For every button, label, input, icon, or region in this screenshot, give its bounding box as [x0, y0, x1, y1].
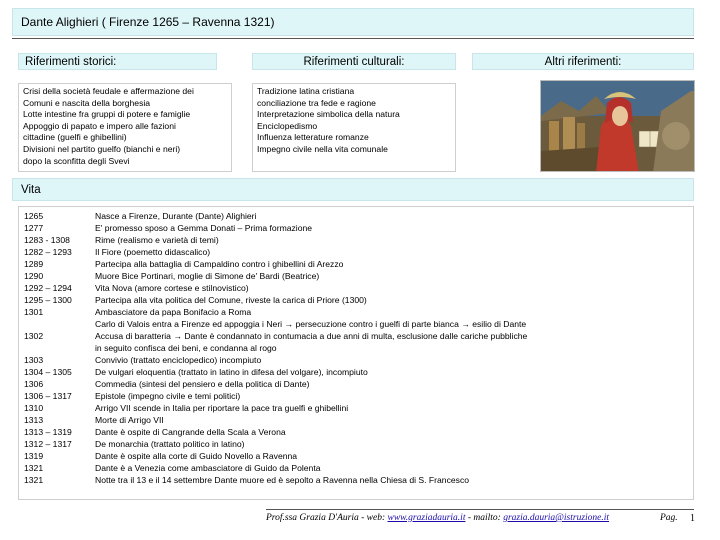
timeline-year: 1319 [24, 451, 44, 461]
timeline-year: 1303 [24, 355, 44, 365]
timeline-event: Muore Bice Portinari, moglie di Simone de' Bardi (Beatrice) [95, 271, 320, 281]
timeline-event: Partecipa alla vita politica del Comune, riveste la carica di Priore (1300) [95, 295, 367, 305]
timeline-year: 1321 [24, 475, 44, 485]
timeline-event: Il Fiore (poemetto didascalico) [95, 247, 211, 257]
timeline-year: 1312 – 1317 [24, 439, 72, 449]
culturali-line: Tradizione latina cristiana [257, 86, 355, 96]
dante-portrait-image [540, 80, 695, 172]
vita-timeline [18, 206, 694, 500]
timeline-event: in seguito confisca dei beni, e condanna al rogo [95, 343, 277, 353]
timeline-year: 1306 [24, 379, 44, 389]
timeline-year: 1304 – 1305 [24, 367, 72, 377]
timeline-event: Morte di Arrigo VII [95, 415, 164, 425]
timeline-year: 1282 – 1293 [24, 247, 72, 257]
timeline-year: 1313 – 1319 [24, 427, 72, 437]
timeline-event: Dante è a Venezia come ambasciatore di Guido da Polenta [95, 463, 321, 473]
dante-portrait-illustration [541, 81, 695, 172]
timeline-year: 1283 - 1308 [24, 235, 70, 245]
timeline-event: Accusa di baratteria → Dante è condannato in contumacia a due anni di multa, esclusione dalle cariche pubbliche [95, 331, 528, 341]
header-riferimenti-storici: Riferimenti storici: [18, 53, 217, 70]
page-label: Pag. [660, 513, 678, 523]
timeline-year: 1310 [24, 403, 44, 413]
timeline-event: E' promesso sposo a Gemma Donati – Prima formazione [95, 223, 313, 233]
footer-author: Prof.ssa Grazia D'Auria [266, 513, 359, 523]
timeline-event: Convivio (trattato enciclopedico) incompiuto [95, 355, 262, 365]
timeline-year: 1295 – 1300 [24, 295, 72, 305]
title-divider [12, 38, 694, 39]
page-title: Dante Alighieri ( Firenze 1265 – Ravenna 1321) [12, 8, 694, 36]
storici-box [18, 83, 232, 172]
footer-divider [266, 509, 694, 510]
footer-web-link[interactable]: www.graziadauria.it [387, 513, 466, 523]
storici-line: cittadine (guelfi e ghibellini) [23, 132, 127, 143]
timeline-event: Commedia (sintesi del pensiero e della politica di Dante) [95, 379, 310, 389]
footer-mail-link[interactable]: grazia.dauria@istruzione.it [503, 513, 610, 523]
timeline-year: 1302 [24, 331, 44, 341]
timeline-event: Epistole (impegno civile e temi politici) [95, 391, 241, 401]
storici-line: Crisi della società feudale e affermazione dei [23, 86, 194, 96]
storici-line: dopo la sconfitta degli Svevi [23, 155, 130, 166]
culturali-line: conciliazione tra fede e ragione [257, 97, 376, 108]
timeline-year: 1290 [24, 271, 44, 281]
culturali-line: Interpretazione simbolica della natura [257, 109, 400, 120]
timeline-year: 1313 [24, 415, 44, 425]
storici-line: Divisioni nel partito guelfo (bianchi e neri) [23, 143, 181, 154]
culturali-box [252, 83, 456, 172]
storici-line: Appoggio di papato e impero alle fazioni [23, 120, 176, 131]
timeline-event: De monarchia (trattato politico in latino) [95, 439, 245, 449]
timeline-event: Dante è ospite alla corte di Guido Novello a Ravenna [95, 451, 298, 461]
timeline-event: Dante è ospite di Cangrande della Scala a Verona [95, 427, 286, 437]
vita-header: Vita [12, 178, 694, 201]
footer-separator: - [361, 513, 365, 523]
timeline-event: Notte tra il 13 e il 14 settembre Dante muore ed è sepolto a Ravenna nella Chiesa di S. Francesco [95, 475, 470, 485]
footer-mail-label: - mailto: [467, 513, 501, 523]
header-altri-riferimenti: Altri riferimenti: [472, 53, 694, 70]
culturali-line: Impegno civile nella vita comunale [257, 143, 388, 154]
timeline-event: Arrigo VII scende in Italia per riportare la pace tra guelfi e ghibellini [95, 403, 349, 413]
timeline-event: De vulgari eloquentia (trattato in latino in difesa del volgare), incompiuto [95, 367, 368, 377]
timeline-year: 1289 [24, 259, 44, 269]
timeline-year: 1292 – 1294 [24, 283, 72, 293]
header-riferimenti-culturali: Riferimenti culturali: [252, 53, 456, 70]
footer-web-label: web: [366, 513, 386, 523]
timeline-event: Nasce a Firenze, Durante (Dante) Alighieri [95, 211, 257, 221]
culturali-line: Enciclopedismo [257, 120, 318, 131]
timeline-event: Vita Nova (amore cortese e stilnovistico) [95, 283, 249, 293]
timeline-event: Partecipa alla battaglia di Campaldino contro i ghibellini di Arezzo [95, 259, 344, 269]
timeline-year: 1321 [24, 463, 44, 473]
timeline-event: Ambasciatore da papa Bonifacio a Roma [95, 307, 252, 317]
storici-line: Comuni e nascita della borghesia [23, 97, 151, 108]
timeline-year: 1306 – 1317 [24, 391, 72, 401]
footer [266, 513, 696, 529]
storici-line: Lotte intestine fra gruppi di potere e famiglie [23, 109, 191, 120]
timeline-year: 1301 [24, 307, 44, 317]
timeline-event: Rime (realismo e varietà di temi) [95, 235, 219, 245]
culturali-line: Influenza letterature romanze [257, 132, 369, 143]
timeline-year: 1265 [24, 211, 44, 221]
timeline-event: Carlo di Valois entra a Firenze ed appoggia i Neri → persecuzione contro i guelfi di parte bianca → esilio di Dante [95, 319, 527, 329]
page-number: 1 [690, 513, 695, 524]
timeline-year: 1277 [24, 223, 44, 233]
